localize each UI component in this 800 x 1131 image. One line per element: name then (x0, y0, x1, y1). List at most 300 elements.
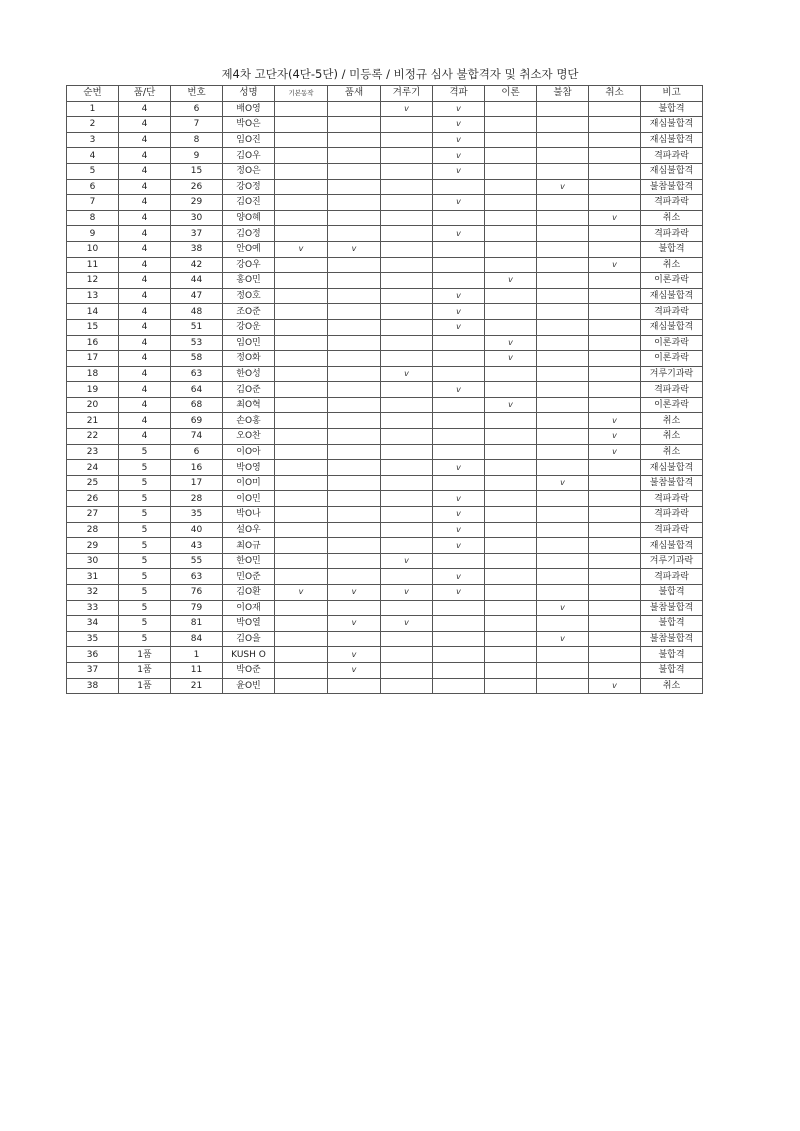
cell-basic (275, 397, 328, 413)
table-row (67, 304, 703, 320)
cell-seq: 8 (67, 210, 119, 226)
cell-absent (537, 288, 589, 304)
cell-dan: 4 (119, 163, 171, 179)
cell-note: 격파과락 (641, 304, 703, 320)
cell-gyeokpa: v (433, 132, 485, 148)
cell-dan: 5 (119, 616, 171, 632)
cell-basic (275, 522, 328, 538)
cell-poomsae: v (328, 616, 381, 632)
cell-basic (275, 366, 328, 382)
cell-seq: 26 (67, 491, 119, 507)
cell-dan: 4 (119, 195, 171, 211)
cell-number: 84 (171, 631, 223, 647)
cell-dan: 5 (119, 553, 171, 569)
cell-cancel (589, 117, 641, 133)
cell-dan: 5 (119, 444, 171, 460)
cell-name: 김O진 (223, 195, 275, 211)
cell-seq: 6 (67, 179, 119, 195)
cell-absent (537, 117, 589, 133)
cell-theory (485, 179, 537, 195)
cell-number: 29 (171, 195, 223, 211)
cell-kyorugi (381, 678, 433, 694)
cell-name: 최O규 (223, 538, 275, 554)
cell-seq: 34 (67, 616, 119, 632)
cell-theory (485, 522, 537, 538)
cell-poomsae (328, 382, 381, 398)
cell-seq: 25 (67, 475, 119, 491)
document-title: 제4차 고단자(4단-5단) / 미등록 / 비정규 심사 불합격자 및 취소자 명단 (221, 67, 579, 81)
cell-note: 재심불합격 (641, 460, 703, 476)
cell-gyeokpa: v (433, 304, 485, 320)
cell-seq: 1 (67, 101, 119, 117)
cell-dan: 1품 (119, 647, 171, 663)
table-row (67, 273, 703, 289)
table-row (67, 569, 703, 585)
cell-absent (537, 538, 589, 554)
table-row (67, 429, 703, 445)
cell-cancel (589, 241, 641, 257)
cell-kyorugi: v (381, 553, 433, 569)
cell-kyorugi (381, 507, 433, 523)
cell-note: 재심불합격 (641, 163, 703, 179)
cell-dan: 4 (119, 382, 171, 398)
cell-basic (275, 475, 328, 491)
cell-note: 격파과락 (641, 507, 703, 523)
header-poomsae: 품새 (328, 86, 381, 102)
cell-basic (275, 413, 328, 429)
cell-kyorugi (381, 335, 433, 351)
cell-gyeokpa (433, 475, 485, 491)
cell-seq: 28 (67, 522, 119, 538)
cell-theory (485, 288, 537, 304)
cell-kyorugi: v (381, 366, 433, 382)
cell-cancel (589, 319, 641, 335)
cell-poomsae (328, 101, 381, 117)
cell-absent (537, 351, 589, 367)
cell-note: 불합격 (641, 585, 703, 601)
cell-note: 이론과락 (641, 335, 703, 351)
cell-basic (275, 429, 328, 445)
cell-basic (275, 600, 328, 616)
cell-number: 16 (171, 460, 223, 476)
cell-number: 1 (171, 647, 223, 663)
cell-cancel (589, 538, 641, 554)
cell-number: 51 (171, 319, 223, 335)
table-row (67, 382, 703, 398)
cell-cancel (589, 351, 641, 367)
table-row (67, 366, 703, 382)
cell-name: 양O혜 (223, 210, 275, 226)
cell-kyorugi (381, 163, 433, 179)
cell-number: 53 (171, 335, 223, 351)
cell-poomsae (328, 678, 381, 694)
cell-poomsae (328, 319, 381, 335)
cell-name: 김O을 (223, 631, 275, 647)
cell-dan: 4 (119, 257, 171, 273)
cell-seq: 29 (67, 538, 119, 554)
cell-cancel (589, 553, 641, 569)
cell-name: 손O홍 (223, 413, 275, 429)
cell-cancel (589, 335, 641, 351)
cell-kyorugi (381, 569, 433, 585)
cell-name: 이O미 (223, 475, 275, 491)
cell-absent (537, 522, 589, 538)
header-dan: 품/단 (119, 86, 171, 102)
header-basic: 기본동작 (275, 86, 328, 102)
cell-note: 격파과락 (641, 491, 703, 507)
cell-name: 임O진 (223, 132, 275, 148)
cell-seq: 23 (67, 444, 119, 460)
cell-name: 박O나 (223, 507, 275, 523)
cell-poomsae (328, 366, 381, 382)
cell-number: 44 (171, 273, 223, 289)
cell-cancel (589, 631, 641, 647)
cell-name: 박O준 (223, 662, 275, 678)
cell-note: 격파과락 (641, 226, 703, 242)
cell-dan: 5 (119, 522, 171, 538)
cell-poomsae: v (328, 585, 381, 601)
cell-name: 이O재 (223, 600, 275, 616)
cell-note: 이론과락 (641, 397, 703, 413)
cell-name: 이O민 (223, 491, 275, 507)
cell-absent (537, 366, 589, 382)
table-row (67, 179, 703, 195)
table-row (67, 647, 703, 663)
table-row (67, 101, 703, 117)
cell-number: 15 (171, 163, 223, 179)
cell-dan: 4 (119, 335, 171, 351)
cell-kyorugi (381, 241, 433, 257)
table-row (67, 491, 703, 507)
cell-theory (485, 569, 537, 585)
cell-seq: 30 (67, 553, 119, 569)
cell-poomsae (328, 413, 381, 429)
cell-gyeokpa: v (433, 195, 485, 211)
cell-number: 38 (171, 241, 223, 257)
cell-gyeokpa (433, 444, 485, 460)
cell-dan: 4 (119, 273, 171, 289)
cell-note: 격파과락 (641, 382, 703, 398)
cell-kyorugi (381, 132, 433, 148)
cell-note: 겨루기과락 (641, 553, 703, 569)
cell-seq: 36 (67, 647, 119, 663)
cell-number: 30 (171, 210, 223, 226)
cell-dan: 4 (119, 429, 171, 445)
cell-number: 63 (171, 569, 223, 585)
cell-poomsae (328, 117, 381, 133)
cell-name: 설O우 (223, 522, 275, 538)
cell-absent (537, 335, 589, 351)
table-row (67, 413, 703, 429)
cell-kyorugi (381, 351, 433, 367)
cell-poomsae (328, 148, 381, 164)
cell-number: 69 (171, 413, 223, 429)
cell-basic (275, 460, 328, 476)
cell-cancel (589, 382, 641, 398)
cell-number: 58 (171, 351, 223, 367)
cell-name: 최O혁 (223, 397, 275, 413)
cell-name: 안O예 (223, 241, 275, 257)
cell-theory: v (485, 397, 537, 413)
cell-theory (485, 382, 537, 398)
cell-number: 11 (171, 662, 223, 678)
cell-dan: 4 (119, 210, 171, 226)
cell-cancel (589, 101, 641, 117)
cell-theory (485, 491, 537, 507)
cell-absent (537, 226, 589, 242)
cell-theory (485, 366, 537, 382)
cell-absent (537, 460, 589, 476)
cell-seq: 10 (67, 241, 119, 257)
cell-theory (485, 257, 537, 273)
table-row (67, 163, 703, 179)
cell-kyorugi (381, 647, 433, 663)
cell-theory (485, 304, 537, 320)
cell-absent (537, 491, 589, 507)
cell-name: 임O민 (223, 335, 275, 351)
cell-name: 김O준 (223, 382, 275, 398)
cell-kyorugi (381, 179, 433, 195)
cell-seq: 17 (67, 351, 119, 367)
table-row (67, 210, 703, 226)
cell-gyeokpa (433, 273, 485, 289)
cell-note: 취소 (641, 678, 703, 694)
table-row (67, 585, 703, 601)
cell-name: 한O성 (223, 366, 275, 382)
cell-seq: 13 (67, 288, 119, 304)
cell-cancel: v (589, 429, 641, 445)
cell-kyorugi (381, 319, 433, 335)
cell-dan: 5 (119, 491, 171, 507)
cell-kyorugi (381, 429, 433, 445)
cell-gyeokpa (433, 631, 485, 647)
header-theory: 이론 (485, 86, 537, 102)
cell-name: 민O준 (223, 569, 275, 585)
cell-gyeokpa (433, 429, 485, 445)
cell-theory (485, 226, 537, 242)
result-table (66, 85, 703, 694)
cell-cancel (589, 304, 641, 320)
cell-basic (275, 678, 328, 694)
cell-cancel (589, 226, 641, 242)
cell-note: 취소 (641, 257, 703, 273)
cell-note: 격파과락 (641, 148, 703, 164)
cell-absent (537, 507, 589, 523)
cell-poomsae (328, 491, 381, 507)
cell-seq: 38 (67, 678, 119, 694)
cell-kyorugi (381, 304, 433, 320)
cell-gyeokpa (433, 647, 485, 663)
cell-note: 격파과락 (641, 195, 703, 211)
header-number: 번호 (171, 86, 223, 102)
cell-seq: 32 (67, 585, 119, 601)
cell-gyeokpa: v (433, 569, 485, 585)
cell-absent (537, 319, 589, 335)
table-row (67, 117, 703, 133)
cell-note: 불합격 (641, 101, 703, 117)
cell-seq: 24 (67, 460, 119, 476)
cell-poomsae (328, 507, 381, 523)
cell-poomsae (328, 179, 381, 195)
cell-name: 정O은 (223, 163, 275, 179)
cell-poomsae (328, 163, 381, 179)
cell-theory (485, 475, 537, 491)
cell-kyorugi (381, 397, 433, 413)
table-row (67, 335, 703, 351)
cell-poomsae (328, 397, 381, 413)
cell-note: 불참불합격 (641, 631, 703, 647)
cell-theory (485, 444, 537, 460)
table-row (67, 475, 703, 491)
cell-basic (275, 304, 328, 320)
cell-basic (275, 335, 328, 351)
cell-seq: 12 (67, 273, 119, 289)
cell-basic (275, 553, 328, 569)
cell-theory (485, 647, 537, 663)
cell-dan: 4 (119, 413, 171, 429)
table-row (67, 600, 703, 616)
table-row (67, 553, 703, 569)
cell-cancel: v (589, 413, 641, 429)
cell-number: 79 (171, 600, 223, 616)
cell-poomsae (328, 195, 381, 211)
cell-number: 28 (171, 491, 223, 507)
cell-seq: 5 (67, 163, 119, 179)
cell-gyeokpa (433, 553, 485, 569)
cell-number: 48 (171, 304, 223, 320)
cell-name: 강O운 (223, 319, 275, 335)
cell-seq: 11 (67, 257, 119, 273)
cell-seq: 19 (67, 382, 119, 398)
cell-name: 강O우 (223, 257, 275, 273)
cell-poomsae (328, 132, 381, 148)
cell-absent (537, 616, 589, 632)
cell-note: 재심불합격 (641, 319, 703, 335)
cell-number: 26 (171, 179, 223, 195)
cell-name: 한O민 (223, 553, 275, 569)
table-row (67, 507, 703, 523)
cell-basic (275, 351, 328, 367)
cell-basic (275, 491, 328, 507)
cell-kyorugi (381, 257, 433, 273)
cell-cancel (589, 507, 641, 523)
cell-number: 68 (171, 397, 223, 413)
header-row (67, 86, 703, 102)
cell-number: 37 (171, 226, 223, 242)
cell-cancel (589, 522, 641, 538)
cell-seq: 18 (67, 366, 119, 382)
cell-poomsae (328, 631, 381, 647)
table-row (67, 241, 703, 257)
cell-note: 불참불합격 (641, 179, 703, 195)
cell-note: 격파과락 (641, 522, 703, 538)
table-row (67, 678, 703, 694)
cell-theory (485, 210, 537, 226)
cell-kyorugi (381, 382, 433, 398)
cell-dan: 4 (119, 397, 171, 413)
cell-kyorugi: v (381, 585, 433, 601)
cell-basic (275, 210, 328, 226)
cell-poomsae (328, 522, 381, 538)
cell-seq: 2 (67, 117, 119, 133)
cell-cancel (589, 288, 641, 304)
table-body (67, 101, 703, 694)
cell-number: 63 (171, 366, 223, 382)
cell-gyeokpa: v (433, 288, 485, 304)
cell-absent (537, 647, 589, 663)
cell-theory (485, 319, 537, 335)
cell-absent: v (537, 475, 589, 491)
cell-kyorugi (381, 148, 433, 164)
header-name: 성명 (223, 86, 275, 102)
cell-gyeokpa: v (433, 117, 485, 133)
cell-name: 김O정 (223, 226, 275, 242)
cell-gyeokpa (433, 257, 485, 273)
cell-poomsae (328, 288, 381, 304)
cell-name: 박O은 (223, 117, 275, 133)
cell-basic (275, 319, 328, 335)
cell-theory (485, 132, 537, 148)
cell-poomsae (328, 351, 381, 367)
table-row (67, 319, 703, 335)
header-kyorugi: 겨루기 (381, 86, 433, 102)
cell-theory (485, 678, 537, 694)
cell-dan: 4 (119, 319, 171, 335)
cell-number: 21 (171, 678, 223, 694)
cell-cancel (589, 569, 641, 585)
cell-note: 재심불합격 (641, 288, 703, 304)
cell-cancel (589, 195, 641, 211)
cell-kyorugi (381, 631, 433, 647)
cell-note: 재심불합격 (641, 117, 703, 133)
cell-gyeokpa (433, 210, 485, 226)
cell-cancel: v (589, 257, 641, 273)
cell-kyorugi (381, 210, 433, 226)
cell-name: 배O영 (223, 101, 275, 117)
cell-seq: 33 (67, 600, 119, 616)
cell-poomsae (328, 444, 381, 460)
cell-gyeokpa (433, 600, 485, 616)
cell-seq: 27 (67, 507, 119, 523)
cell-basic (275, 288, 328, 304)
cell-poomsae (328, 273, 381, 289)
cell-name: 홍O민 (223, 273, 275, 289)
cell-gyeokpa: v (433, 101, 485, 117)
header-absent: 불참 (537, 86, 589, 102)
cell-cancel (589, 662, 641, 678)
cell-cancel (589, 600, 641, 616)
cell-basic: v (275, 585, 328, 601)
table-row (67, 226, 703, 242)
cell-basic (275, 117, 328, 133)
cell-theory: v (485, 273, 537, 289)
table-row (67, 148, 703, 164)
cell-gyeokpa: v (433, 522, 485, 538)
table-row (67, 631, 703, 647)
cell-cancel (589, 585, 641, 601)
cell-name: 윤O빈 (223, 678, 275, 694)
cell-theory (485, 101, 537, 117)
cell-theory (485, 429, 537, 445)
cell-name: 박O열 (223, 616, 275, 632)
cell-name: 박O영 (223, 460, 275, 476)
cell-dan: 5 (119, 538, 171, 554)
cell-dan: 4 (119, 132, 171, 148)
cell-name: KUSH O (223, 647, 275, 663)
cell-cancel: v (589, 678, 641, 694)
cell-name: 조O준 (223, 304, 275, 320)
cell-kyorugi (381, 460, 433, 476)
